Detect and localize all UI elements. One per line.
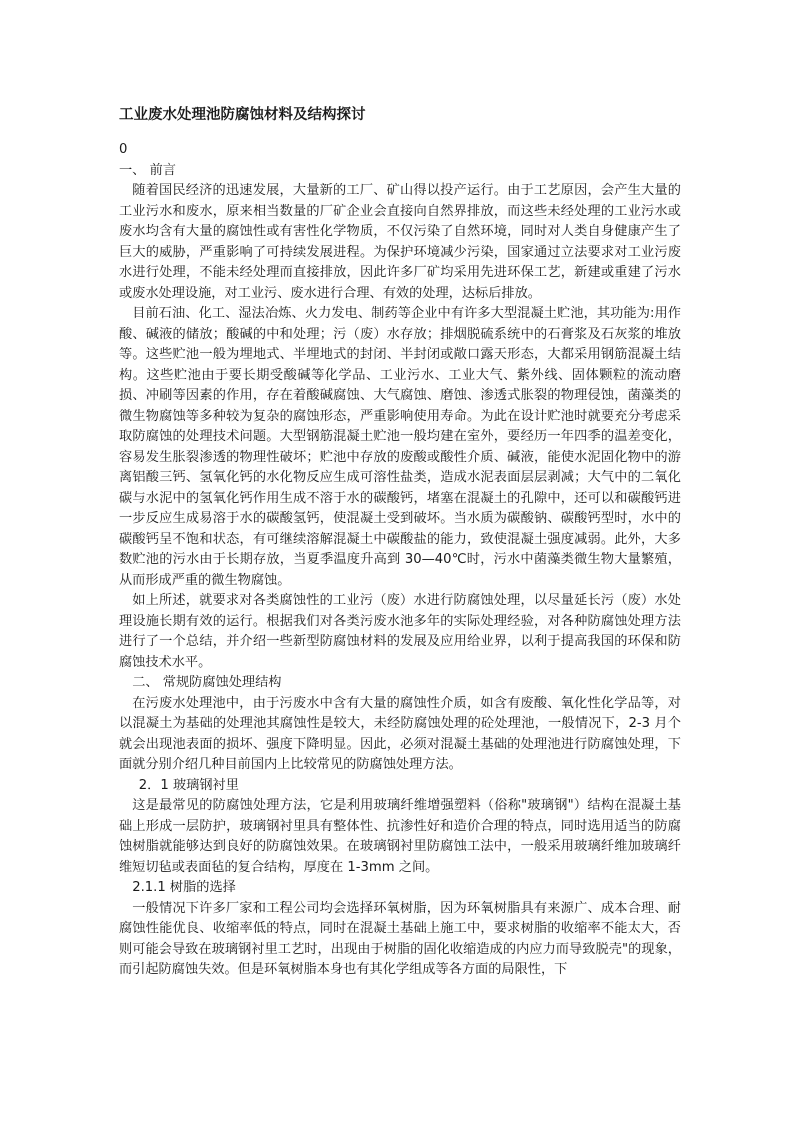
zero-marker: 0 — [119, 142, 128, 157]
section-heading-preface: 一、 前言 — [119, 162, 176, 178]
paragraph-6: 一般情况下许多厂家和工程公司均会选择环氧树脂，因为环氧树脂具有来源广、成本合理、耐腐蚀性能优良、收缩率低的特点，同时在混凝土基础上施工中，要求树脂的收缩率不能太大，否则可能会导致在玻璃钢衬里工艺时，出现由于树脂的固化收缩造成的内应力而导致脱壳"的现象，而引起防腐蚀失效。但是环氧树脂本身也有其化学组成等各方面的局限性，下 — [119, 900, 681, 977]
section-heading-conventional: 二、 常规防腐蚀处理结构 — [132, 675, 282, 690]
paragraph-1: 随着国民经济的迅速发展，大量新的工厂、矿山得以投产运行。由于工艺原因，会产生大量的工业污水和废水，原来相当数量的厂矿企业会直接向自然界排放，而这些未经处理的工业污水或废水均含有大量的腐蚀性或有害性化学物质，不仅污染了自然环境，同时对人类自身健康产生了巨大的威胁，严重影响了可持续发展进程。为保护环境减少污染，国家通过立法要求对工业污废水进行处理，不能未经处理而直接排放，因此许多厂矿均采用先进环保工艺，新建或重建了污水或废水处理设施，对工业污、废水进行合理、有效的处理，达标后排放。 — [119, 183, 681, 301]
paragraph-3: 如上所述，就要求对各类腐蚀性的工业污（废）水进行防腐蚀处理，以尽量延长污（废）水处理设施长期有效的运行。根据我们对各类污废水池多年的实际处理经验，对各种防腐蚀处理方法进行了一个总结，并介绍一些新型防腐蚀材料的发展及应用给业界，以利于提高我国的环保和防腐蚀技术水平。 — [119, 593, 681, 670]
paragraph-5: 这是最常见的防腐蚀处理方法，它是利用玻璃纤维增强塑料（俗称"玻璃钢"）结构在混凝土基础上形成一层防护，玻璃钢衬里具有整体性、抗渗性好和造价合理的特点，同时选用适当的防腐蚀树脂就能够达到良好的防腐蚀效果。在玻璃钢衬里防腐蚀工法中，一般采用玻璃纤维加玻璃纤维短切毡或表面毡的复合结构，厚度在 1-3mm 之间。 — [119, 798, 681, 875]
document-title: 工业废水处理池防腐蚀材料及结构探讨 — [119, 107, 366, 123]
paragraph-2: 目前石油、化工、湿法冶炼、火力发电、制药等企业中有许多大型混凝土贮池，其功能为:用作酸、碱液的储放；酸碱的中和处理；污（废）水存放；排烟脱硫系统中的石膏浆及石灰浆的堆放等。这些贮池一般为埋地式、半埋地式的封闭、半封闭或敞口露天形态，大都采用钢筋混凝土结构。这些贮池由于要长期受酸碱等化学品、工业污水、工业大气、紫外线、固体颗粒的流动磨损、冲刷等因素的作用，存在着酸碱腐蚀、大气腐蚀、磨蚀、渗透式胀裂的物理侵蚀，菌藻类的微生物腐蚀等多种较为复杂的腐蚀形态，严重影响使用寿命。为此在设计贮池时就要充分考虑采取防腐蚀的处理技术问题。大型钢筋混凝土贮池一般均建在室外，要经历一年四季的温差变化，容易发生胀裂渗透的物理性破坏；贮池中存放的废酸或酸性介质、碱液，能使水泥固化物中的游离铝酸三钙、氢氧化钙的水化物反应生成可溶性盐类，造成水泥表面层层剥减；大气中的二氧化碳与水泥中的氢氧化钙作用生成不溶于水的碳酸钙，堵塞在混凝土的孔隙中，还可以和碳酸钙进一步反应生成易溶于水的碳酸氢钙，使混凝土受到破坏。当水质为碳酸钠、碳酸钙型时，水中的碳酸钙呈不饱和状态，有可继续溶解混凝土中碳酸盐的能力，致使混凝土强度减弱。此外，大多数贮池的污水由于长期存放，当夏季温度升高到 30—40℃时，污水中菌藻类微生物大量繁殖，从而形成严重的微生物腐蚀。 — [119, 306, 681, 588]
subsection-heading-resin-selection: 2.1.1 树脂的选择 — [132, 880, 236, 895]
paragraph-4: 在污废水处理池中，由于污废水中含有大量的腐蚀性介质，如含有废酸、氧化性化学品等，对以混凝土为基础的处理池其腐蚀性是较大，未经防腐蚀处理的砼处理池，一般情况下，2-3 月个就会出现池表面的损坏、强度下降明显。因此，必须对混凝土基础的处理池进行防腐蚀处理，下面就分别介绍几种目前国内上比较常见的防腐蚀处理方法。 — [119, 695, 681, 772]
document-body — [119, 140, 681, 981]
subsection-heading-frp-lining: 2．1 玻璃钢衬里 — [138, 777, 239, 793]
